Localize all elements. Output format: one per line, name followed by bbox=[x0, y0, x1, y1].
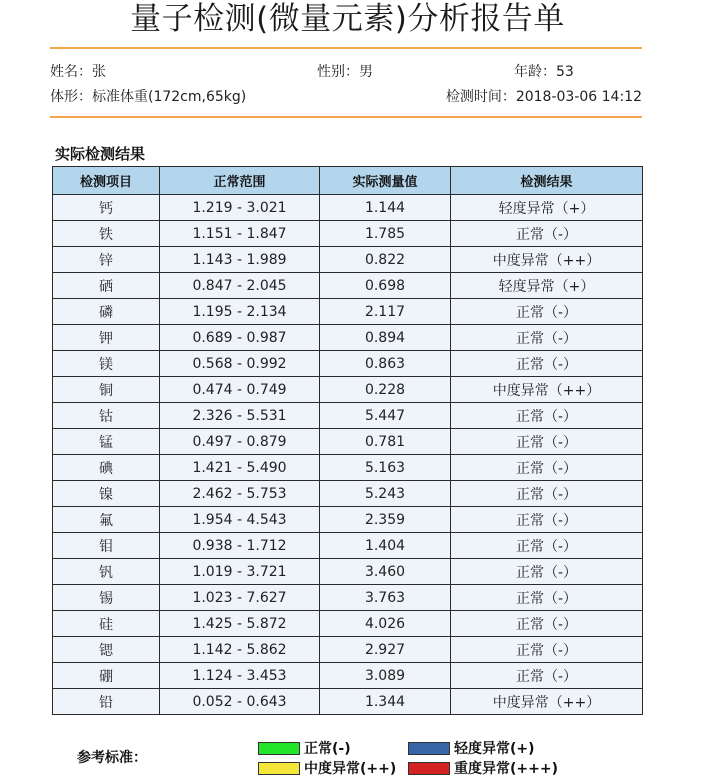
cell-value: 5.243 bbox=[320, 481, 451, 507]
header-result: 检测结果 bbox=[451, 167, 643, 195]
table-row bbox=[53, 585, 643, 611]
table-row bbox=[53, 559, 643, 585]
legend-severe-label: 重度异常(+++) bbox=[454, 761, 558, 777]
patient-age bbox=[514, 63, 574, 81]
cell-result: 轻度异常（+） bbox=[451, 195, 643, 221]
section-title: 实际检测结果 bbox=[55, 145, 146, 163]
cell-result: 中度异常（++） bbox=[451, 377, 643, 403]
cell-item: 钼 bbox=[53, 533, 160, 559]
header-divider-bottom bbox=[50, 116, 642, 118]
table-row bbox=[53, 351, 643, 377]
cell-result: 正常（-） bbox=[451, 507, 643, 533]
table-header-row bbox=[53, 167, 643, 195]
cell-result: 正常（-） bbox=[451, 663, 643, 689]
patient-name bbox=[50, 63, 106, 81]
cell-result: 正常（-） bbox=[451, 403, 643, 429]
cell-range: 2.326 - 5.531 bbox=[160, 403, 320, 429]
cell-item: 镁 bbox=[53, 351, 160, 377]
cell-value: 1.344 bbox=[320, 689, 451, 715]
legend-mild-label: 轻度异常(+) bbox=[454, 741, 535, 757]
patient-body-value: 标准体重(172cm,65kg) bbox=[92, 89, 247, 105]
cell-value: 4.026 bbox=[320, 611, 451, 637]
cell-range: 1.151 - 1.847 bbox=[160, 221, 320, 247]
cell-item: 铜 bbox=[53, 377, 160, 403]
table-row bbox=[53, 689, 643, 715]
table-row bbox=[53, 507, 643, 533]
patient-age-value: 53 bbox=[556, 64, 574, 80]
test-time-value: 2018-03-06 14:12 bbox=[515, 89, 642, 105]
cell-value: 0.781 bbox=[320, 429, 451, 455]
results-table bbox=[52, 166, 643, 715]
cell-value: 2.359 bbox=[320, 507, 451, 533]
header-item: 检测项目 bbox=[53, 167, 160, 195]
patient-body-label: 体形： bbox=[50, 89, 92, 105]
patient-gender-label: 性别： bbox=[317, 64, 359, 80]
legend-mild-swatch bbox=[408, 742, 450, 755]
table-row bbox=[53, 533, 643, 559]
header-value: 实际测量值 bbox=[320, 167, 451, 195]
cell-value: 0.863 bbox=[320, 351, 451, 377]
cell-item: 铅 bbox=[53, 689, 160, 715]
cell-item: 磷 bbox=[53, 299, 160, 325]
results-body bbox=[53, 195, 643, 715]
table-row bbox=[53, 221, 643, 247]
cell-value: 3.460 bbox=[320, 559, 451, 585]
cell-item: 镍 bbox=[53, 481, 160, 507]
cell-range: 1.019 - 3.721 bbox=[160, 559, 320, 585]
cell-value: 1.785 bbox=[320, 221, 451, 247]
cell-value: 3.763 bbox=[320, 585, 451, 611]
patient-name-value: 张 bbox=[92, 64, 106, 80]
cell-result: 正常（-） bbox=[451, 637, 643, 663]
cell-result: 正常（-） bbox=[451, 559, 643, 585]
table-row bbox=[53, 247, 643, 273]
table-row bbox=[53, 429, 643, 455]
cell-range: 0.568 - 0.992 bbox=[160, 351, 320, 377]
patient-gender bbox=[317, 63, 373, 81]
cell-range: 2.462 - 5.753 bbox=[160, 481, 320, 507]
test-time-label: 检测时间： bbox=[445, 89, 516, 105]
cell-value: 5.447 bbox=[320, 403, 451, 429]
cell-range: 0.052 - 0.643 bbox=[160, 689, 320, 715]
cell-item: 钙 bbox=[53, 195, 160, 221]
cell-item: 硒 bbox=[53, 273, 160, 299]
cell-item: 锌 bbox=[53, 247, 160, 273]
cell-range: 1.195 - 2.134 bbox=[160, 299, 320, 325]
patient-age-label: 年龄： bbox=[514, 64, 556, 80]
cell-item: 钾 bbox=[53, 325, 160, 351]
cell-range: 1.219 - 3.021 bbox=[160, 195, 320, 221]
cell-range: 0.497 - 0.879 bbox=[160, 429, 320, 455]
cell-item: 锶 bbox=[53, 637, 160, 663]
cell-result: 正常（-） bbox=[451, 351, 643, 377]
legend-moderate-swatch bbox=[258, 762, 300, 775]
patient-gender-value: 男 bbox=[359, 64, 373, 80]
cell-value: 0.894 bbox=[320, 325, 451, 351]
patient-name-label: 姓名： bbox=[50, 64, 92, 80]
table-row bbox=[53, 377, 643, 403]
cell-value: 3.089 bbox=[320, 663, 451, 689]
legend-normal-label: 正常(-) bbox=[304, 741, 351, 757]
cell-range: 1.143 - 1.989 bbox=[160, 247, 320, 273]
cell-value: 0.228 bbox=[320, 377, 451, 403]
table-row bbox=[53, 611, 643, 637]
table-row bbox=[53, 455, 643, 481]
cell-result: 中度异常（++） bbox=[451, 247, 643, 273]
cell-result: 正常（-） bbox=[451, 611, 643, 637]
cell-range: 1.124 - 3.453 bbox=[160, 663, 320, 689]
header-divider-top bbox=[50, 47, 642, 49]
cell-item: 硼 bbox=[53, 663, 160, 689]
cell-item: 氟 bbox=[53, 507, 160, 533]
cell-result: 正常（-） bbox=[451, 533, 643, 559]
cell-result: 正常（-） bbox=[451, 299, 643, 325]
cell-result: 正常（-） bbox=[451, 455, 643, 481]
cell-result: 正常（-） bbox=[451, 429, 643, 455]
cell-item: 碘 bbox=[53, 455, 160, 481]
cell-value: 0.698 bbox=[320, 273, 451, 299]
reference-label: 参考标准： bbox=[77, 750, 147, 766]
cell-range: 1.023 - 7.627 bbox=[160, 585, 320, 611]
legend-normal-swatch bbox=[258, 742, 300, 755]
cell-value: 2.927 bbox=[320, 637, 451, 663]
cell-range: 1.421 - 5.490 bbox=[160, 455, 320, 481]
cell-range: 1.954 - 4.543 bbox=[160, 507, 320, 533]
table-row bbox=[53, 299, 643, 325]
cell-result: 正常（-） bbox=[451, 221, 643, 247]
cell-value: 1.404 bbox=[320, 533, 451, 559]
table-row bbox=[53, 195, 643, 221]
cell-item: 锡 bbox=[53, 585, 160, 611]
cell-result: 轻度异常（+） bbox=[451, 273, 643, 299]
table-row bbox=[53, 637, 643, 663]
cell-item: 硅 bbox=[53, 611, 160, 637]
cell-range: 1.425 - 5.872 bbox=[160, 611, 320, 637]
cell-result: 正常（-） bbox=[451, 585, 643, 611]
cell-range: 0.689 - 0.987 bbox=[160, 325, 320, 351]
legend-moderate-label: 中度异常(++) bbox=[304, 761, 397, 777]
cell-result: 正常（-） bbox=[451, 481, 643, 507]
cell-result: 中度异常（++） bbox=[451, 689, 643, 715]
table-row bbox=[53, 403, 643, 429]
cell-range: 0.474 - 0.749 bbox=[160, 377, 320, 403]
cell-value: 5.163 bbox=[320, 455, 451, 481]
cell-range: 0.938 - 1.712 bbox=[160, 533, 320, 559]
legend-severe-swatch bbox=[408, 762, 450, 775]
cell-item: 铁 bbox=[53, 221, 160, 247]
header-range: 正常范围 bbox=[160, 167, 320, 195]
cell-item: 钴 bbox=[53, 403, 160, 429]
table-row bbox=[53, 481, 643, 507]
patient-body bbox=[50, 88, 246, 106]
cell-value: 2.117 bbox=[320, 299, 451, 325]
cell-item: 锰 bbox=[53, 429, 160, 455]
report-title: 量子检测(微量元素)分析报告单 bbox=[130, 1, 565, 37]
cell-result: 正常（-） bbox=[451, 325, 643, 351]
cell-range: 1.142 - 5.862 bbox=[160, 637, 320, 663]
cell-range: 0.847 - 2.045 bbox=[160, 273, 320, 299]
test-time bbox=[446, 88, 642, 106]
cell-item: 钒 bbox=[53, 559, 160, 585]
table-row bbox=[53, 663, 643, 689]
cell-value: 1.144 bbox=[320, 195, 451, 221]
table-row bbox=[53, 325, 643, 351]
table-row bbox=[53, 273, 643, 299]
cell-value: 0.822 bbox=[320, 247, 451, 273]
